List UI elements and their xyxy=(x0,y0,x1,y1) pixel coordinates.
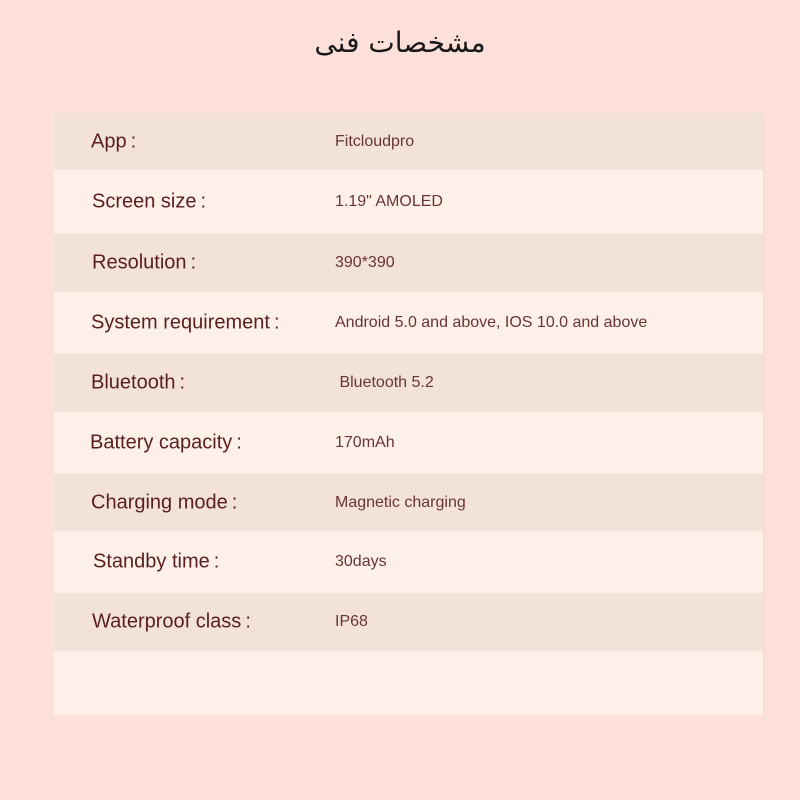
spec-row-screen-size xyxy=(54,170,763,234)
spec-label xyxy=(91,491,237,514)
spec-row-resolution xyxy=(54,234,763,292)
spec-table xyxy=(54,113,763,715)
spec-label-colon: : xyxy=(245,610,251,633)
spec-label xyxy=(91,130,136,153)
spec-label-text: Bluetooth xyxy=(91,371,176,394)
spec-label xyxy=(92,611,251,634)
spec-label-colon: : xyxy=(273,311,280,334)
spec-row-system-requirement xyxy=(54,292,763,354)
spec-value: Magnetic charging xyxy=(335,493,466,511)
spec-value: 170mAh xyxy=(335,434,395,451)
spec-label-text: Resolution xyxy=(92,251,187,274)
spec-label-colon: : xyxy=(200,190,207,213)
spec-label-colon: : xyxy=(130,130,137,152)
spec-label xyxy=(91,372,185,395)
spec-value: 1.19" AMOLED xyxy=(335,193,443,210)
spec-label xyxy=(92,191,206,214)
spec-label xyxy=(92,252,196,275)
spec-row-charging-mode xyxy=(54,474,763,531)
spec-row-app xyxy=(54,113,763,170)
spec-value: IP68 xyxy=(335,613,368,630)
spec-label-colon: : xyxy=(190,251,197,274)
spec-label-colon: : xyxy=(236,431,242,454)
spec-row-bluetooth xyxy=(54,354,763,412)
spec-row-waterproof-class xyxy=(54,593,763,651)
spec-label-text: Standby time xyxy=(93,550,210,573)
spec-value: 30days xyxy=(335,553,387,570)
spec-label-text: App xyxy=(91,130,127,152)
spec-value: Bluetooth 5.2 xyxy=(335,374,434,391)
spec-value: Android 5.0 and above, IOS 10.0 and above xyxy=(335,314,648,331)
spec-label xyxy=(91,312,280,335)
spec-value: 390*390 xyxy=(335,254,395,271)
spec-label xyxy=(90,432,242,455)
spec-label-text: Charging mode xyxy=(91,491,228,513)
spec-label-colon: : xyxy=(179,371,186,394)
page-title: مشخصات فنی xyxy=(314,26,486,59)
spec-row-battery-capacity xyxy=(54,412,763,474)
spec-label-text: Waterproof class xyxy=(92,610,242,633)
spec-label xyxy=(93,551,219,574)
spec-label-text: Screen size xyxy=(92,190,197,213)
spec-label-text: System requirement xyxy=(91,311,270,334)
spec-label-colon: : xyxy=(213,550,220,573)
spec-value: Fitcloudpro xyxy=(335,132,415,150)
spec-label-text: Battery capacity xyxy=(90,431,233,454)
spec-label-colon: : xyxy=(231,491,238,513)
spec-row-standby-time xyxy=(54,531,763,593)
